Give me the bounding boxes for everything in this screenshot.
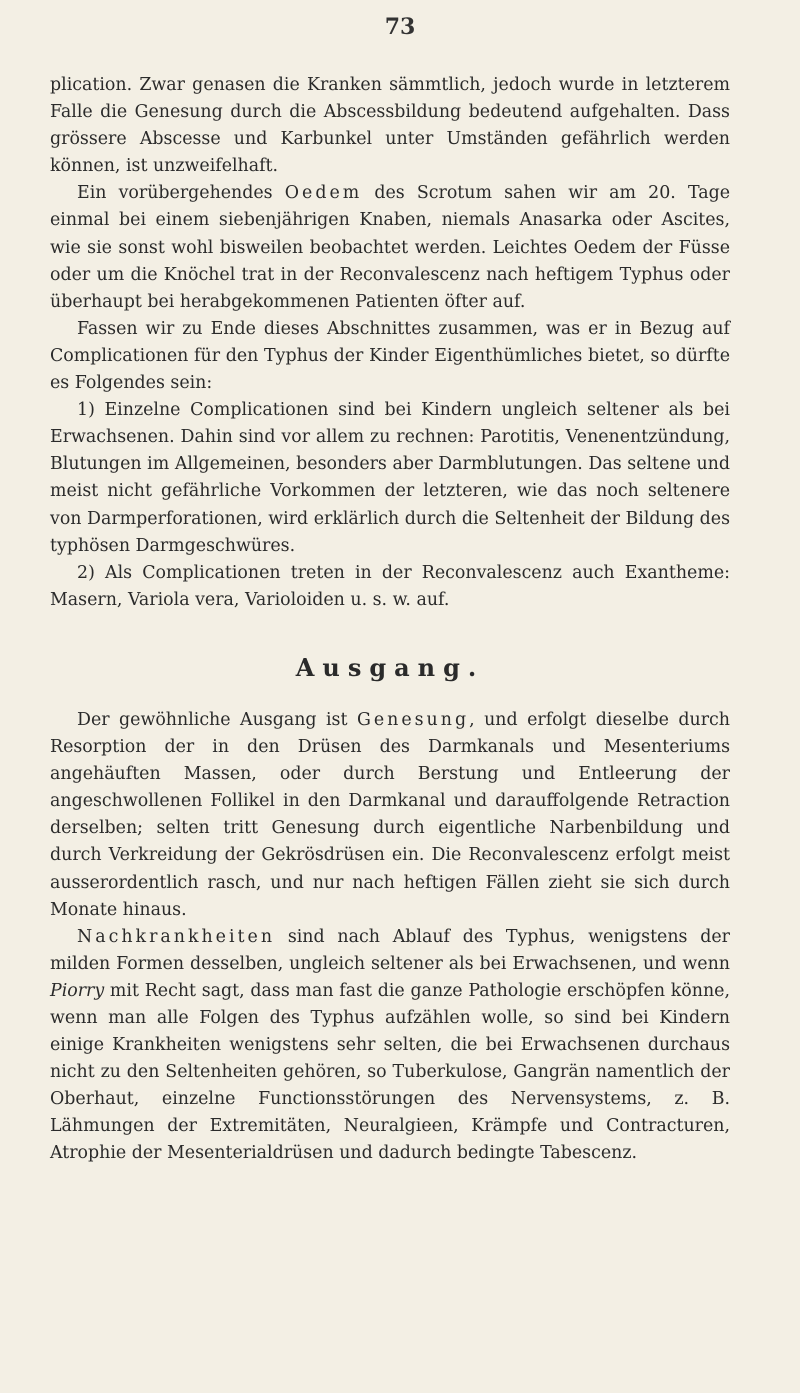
emphasis-italic: Piorry bbox=[50, 980, 105, 1001]
paragraph-nachkrankheiten: Nachkrankheiten sind nach Ablauf des Typhus, wenigstens der milden Formen desselben, ungleich seltener als bei Erwachsenen, und wenn Piorry mit Recht sagt, dass man fast die ganze Pathologie erschöpfen könne, wenn man alle Folgen des Typhus aufzählen wolle, so sind bei Kindern einige Krankheiten wenigstens sehr selten, die bei Erwachsenen durchaus nicht zu den Seltenheiten gehören, so Tuberkulose, Gangrän namentlich der Oberhaut, einzelne Functionsstörungen des Nervensystems, z. B. Lähmungen der Extremitäten, Neuralgieen, Krämpfe und Contracturen, Atrophie der Mesenterialdrüsen und dadurch bedingte Tabescenz. bbox=[50, 926, 730, 1164]
section-heading: Ausgang. bbox=[295, 652, 485, 682]
emphasis-spaced: Genesung bbox=[356, 709, 470, 730]
paragraph-point-1: 1) Einzelne Complicationen sind bei Kindern ungleich seltener als bei Erwachsenen. Dahin sind vor allem zu rechnen: Parotitis, Venenentzündung, Blutungen im Allgemeinen, besonders aber Darmblutungen. Das seltene und meist nicht gefährliche Vorkommen der letzteren, wie das noch seltenere von Darmperforationen, wird erklärlich durch die Seltenheit der Bildung des typhösen Darmgeschwüres. bbox=[50, 400, 730, 556]
emphasis-spaced: Oedem bbox=[284, 183, 363, 204]
page-number: 73 bbox=[384, 14, 416, 40]
paragraph-genesung: Der gewöhnliche Ausgang ist Genesung, und erfolgt dieselbe durch Resorption der in den Drüsen des Darmkanals und Mesenteriums angehäuften Massen, oder durch Berstung und Entleerung der angeschwollenen Follikel in den Darmkanal und darauffolgende Retraction derselben; selten tritt Genesung durch eigentliche Narbenbildung und durch Verkreidung der Gekrösdrüsen ein. Die Reconvalescenz erfolgt meist ausserordentlich rasch, und nur nach heftigen Fällen zieht sie sich durch Monate hinaus. bbox=[50, 709, 730, 920]
emphasis-spaced: Nachkrankheiten bbox=[77, 926, 276, 947]
paragraph-point-2: 2) Als Complicationen treten in der Reconvalescenz auch Exantheme: Masern, Variola vera, Varioloiden u. s. w. auf. bbox=[50, 562, 730, 610]
paragraph-oedem: Ein vorübergehendes Oedem des Scrotum sahen wir am 20. Tage einmal bei einem siebenjährigen Knaben, niemals Anasarka oder Ascites, wie sie sonst wohl bisweilen beobachtet werden. Leichtes Oedem der Füsse oder um die Knöchel trat in der Reconvalescenz nach heftigem Typhus oder überhaupt bei herabgekommenen Patienten öfter auf. bbox=[50, 183, 730, 312]
paragraph: plication. Zwar genasen die Kranken sämmtlich, jedoch wurde in letzterem Falle die Genesung durch die Abscessbildung bedeutend aufgehalten. Dass grössere Abscesse und Karbunkel unter Umständen gefährlich werden können, ist unzweifelhaft. bbox=[50, 75, 730, 177]
paragraph-summary-intro: Fassen wir zu Ende dieses Abschnittes zusammen, was er in Bezug auf Complicationen für den Typhus der Kinder Eigenthümliches bietet, so dürfte es Folgendes sein: bbox=[50, 318, 730, 394]
body-text bbox=[50, 72, 730, 1168]
